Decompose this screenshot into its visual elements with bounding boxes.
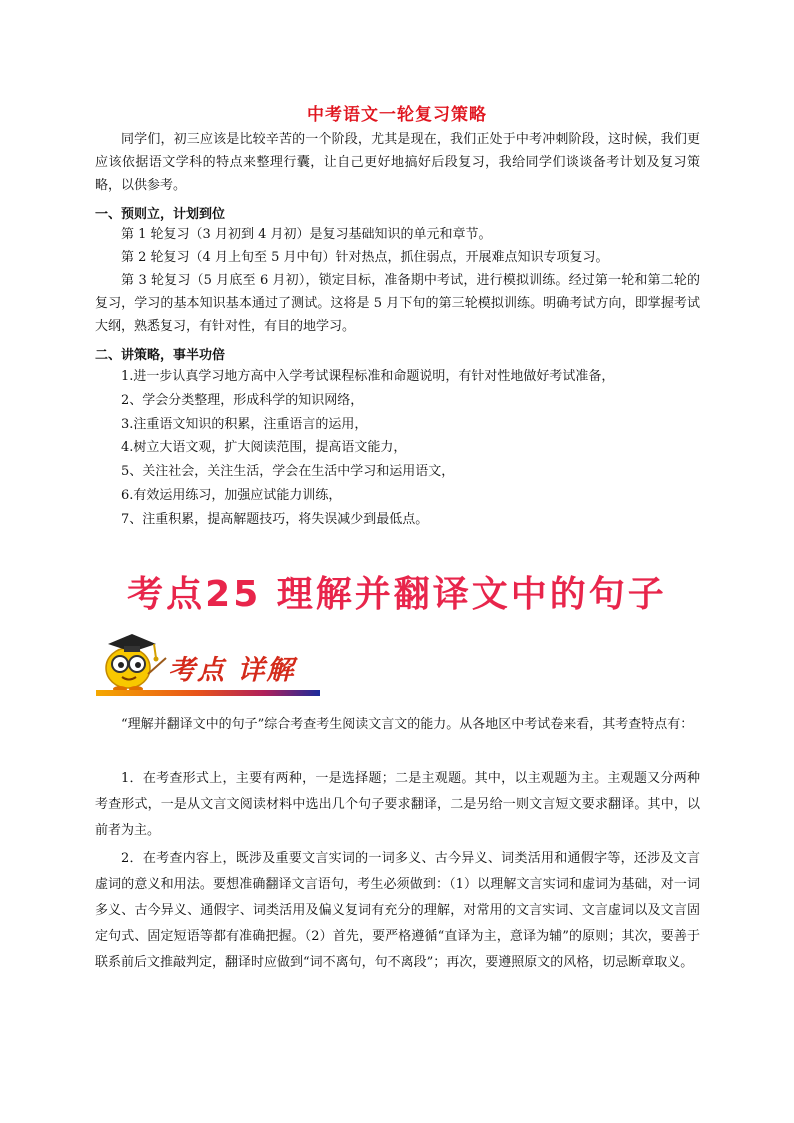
list-item: 4.树立大语文观，扩大阅读范围，提高语文能力， <box>121 440 407 455</box>
section2-heading: 二、讲策略，事半功倍 <box>95 348 226 363</box>
round3-text: 第 3 轮复习（5 月底至 6 月初），锁定目标，准备期中考试，进行模拟训练。经过第一轮和第二轮的复习，学习的基本知识基本通过了测试。这将是 5 月下旬的第三轮模拟训练。明确考试方向，即掌握考试大纲，熟悉复习，有针对性，有目的地学习。 <box>95 273 700 334</box>
list-item: 6.有效运用练习，加强应试能力训练， <box>121 488 342 503</box>
kaodian-paragraph-1: “理解并翻译文中的句子”综合考查考生阅读文言文的能力。从各地区中考试卷来看，其考查特点有： <box>121 717 694 732</box>
list-item: 7、注重积累，提高解题技巧，将失误减少到最低点。 <box>121 512 429 527</box>
list-item: 1.进一步认真学习地方高中入学考试课程标准和命题说明，有针对性地做好考试准备， <box>121 369 615 384</box>
strategy-intro: 同学们，初三应该是比较辛苦的一个阶段，尤其是现在，我们正处于中考冲刺阶段，这时候，我们更应该依据语文学科的特点来整理行囊，让自己更好地搞好后段复习，我给同学们谈谈备考计划及复习策略，以供参考。 <box>95 132 700 193</box>
section-underline-bar <box>96 690 320 696</box>
kaodian-paragraph-2: 1．在考查形式上，主要有两种，一是选择题；二是主观题。其中，以主观题为主。主观题又分两种考查形式，一是从文言文阅读材料中选出几个句子要求翻译，二是另给一则文言短文要求翻译。其中，以前者为主。 <box>95 771 700 838</box>
round1-text: 第 1 轮复习（3 月初到 4 月初）是复习基础知识的单元和章节。 <box>121 227 492 242</box>
graduate-mascot-icon <box>98 628 168 694</box>
kaodian-paragraph-3: 2．在考查内容上，既涉及重要文言实词的一词多义、古今异义、词类活用和通假字等，还涉及文言虚词的意义和用法。要想准确翻译文言语句，考生必须做到：（1）以理解文言实词和虚词为基础，对一词多义、古今异义、通假字、词类活用及偏义复词有充分的理解，对常用的文言实词、文言虚词以及文言固定句式、固定短语等都有准确把握。（2）首先，要严格遵循“直译为主，意译为辅”的原则；其次，要善于联系前后文推敲判定，翻译时应做到“词不离句，句不离段”；再次，要遵照原文的风格，切忌断章取义。 <box>95 851 700 970</box>
strategy-title: 中考语文一轮复习策略 <box>307 105 487 125</box>
kaodian-badge-label: 考点 详解 <box>168 655 296 686</box>
list-item: 3.注重语文知识的积累，注重语言的运用， <box>121 417 368 432</box>
round2-text: 第 2 轮复习（4 月上旬至 5 月中旬）针对热点，抓住弱点，开展难点知识专项复习。 <box>121 250 609 265</box>
section1-heading: 一、预则立，计划到位 <box>95 207 226 222</box>
list-item: 2、学会分类整理，形成科学的知识网络， <box>121 393 364 408</box>
kaodian-title: 考点25 理解并翻译文中的句子 <box>127 574 667 615</box>
list-item: 5、关注社会，关注生活，学会在生活中学习和运用语文， <box>121 464 455 479</box>
